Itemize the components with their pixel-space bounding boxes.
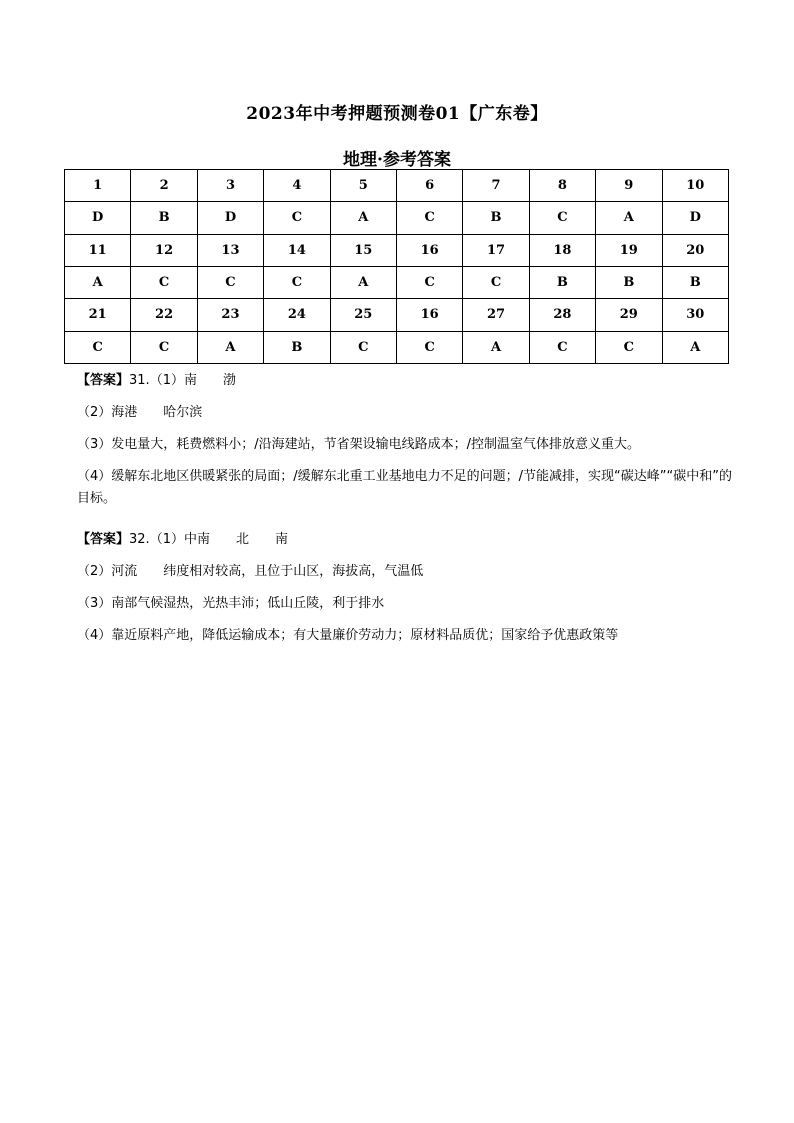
answer-cell: B — [529, 266, 595, 298]
answer-cell: A — [662, 331, 728, 363]
question-number-row — [65, 234, 729, 266]
answer-32-part-4: （4）靠近原料产地，降低运输成本；有大量廉价劳动力；原材料品质优；国家给予优惠政策等 — [77, 628, 619, 643]
answer-31-part-2: （2）海港 哈尔滨 — [77, 405, 203, 420]
question-number-cell: 19 — [596, 234, 662, 266]
answer-cell: A — [330, 202, 396, 234]
question-number-cell: 13 — [197, 234, 263, 266]
question-number-cell: 15 — [330, 234, 396, 266]
answer-cell: A — [596, 202, 662, 234]
answer-cell: C — [463, 266, 529, 298]
question-number-cell: 11 — [65, 234, 131, 266]
question-number-cell: 18 — [529, 234, 595, 266]
answer-31-part-3: （3）发电量大，耗费燃料小；/沿海建站，节省架设输电线路成本；/控制温室气体排放意义重大。 — [77, 437, 641, 452]
answer-cell: B — [131, 202, 197, 234]
answer-31-part-4-text: （4）缓解东北地区供暖紧张的局面；/缓解东北重工业基地电力不足的问题；/节能减排，实现“碳达峰”“碳中和”的目标。 — [77, 469, 732, 506]
question-number-row — [65, 299, 729, 331]
answer-32-part-1: 32.（1）中南 北 南 — [129, 532, 288, 547]
question-number-cell: 1 — [65, 170, 131, 202]
answer-cell: C — [131, 266, 197, 298]
answer-cell: C — [264, 266, 330, 298]
answer-31-line-1 — [77, 370, 737, 392]
question-number-cell: 29 — [596, 299, 662, 331]
answer-cell: C — [396, 266, 462, 298]
question-number-cell: 22 — [131, 299, 197, 331]
answer-tag: 【答案】 — [77, 532, 130, 547]
answer-cell: D — [662, 202, 728, 234]
question-number-cell: 16 — [396, 234, 462, 266]
answer-cell: C — [264, 202, 330, 234]
question-number-cell: 24 — [264, 299, 330, 331]
answer-32-line-1 — [77, 529, 737, 551]
question-number-cell: 28 — [529, 299, 595, 331]
answer-cell: A — [65, 266, 131, 298]
answer-row — [65, 266, 729, 298]
answer-cell: B — [662, 266, 728, 298]
question-number-cell: 16 — [396, 299, 462, 331]
question-number-cell: 7 — [463, 170, 529, 202]
answer-row — [65, 202, 729, 234]
answer-cell: C — [131, 331, 197, 363]
answer-cell: B — [463, 202, 529, 234]
question-number-cell: 6 — [396, 170, 462, 202]
question-number-cell: 14 — [264, 234, 330, 266]
answer-32-part-2: （2）河流 纬度相对较高，且位于山区，海拔高，气温低 — [77, 564, 424, 579]
answer-cell: C — [396, 331, 462, 363]
answer-key-table — [64, 169, 729, 364]
answer-cell: C — [529, 202, 595, 234]
answer-31 — [77, 370, 737, 510]
answer-cell: C — [330, 331, 396, 363]
answer-32-part-3: （3）南部气候湿热，光热丰沛；低山丘陵，利于排水 — [77, 596, 385, 611]
answer-cell: A — [463, 331, 529, 363]
answer-tag: 【答案】 — [77, 373, 130, 388]
answer-cell: C — [396, 202, 462, 234]
question-number-cell: 30 — [662, 299, 728, 331]
question-number-cell: 9 — [596, 170, 662, 202]
question-number-cell: 10 — [662, 170, 728, 202]
answer-cell: C — [529, 331, 595, 363]
question-number-cell: 27 — [463, 299, 529, 331]
answer-cell: B — [596, 266, 662, 298]
question-number-cell: 25 — [330, 299, 396, 331]
question-number-cell: 12 — [131, 234, 197, 266]
question-number-cell: 5 — [330, 170, 396, 202]
document-title: 2023年中考押题预测卷01【广东卷】 — [246, 104, 548, 124]
question-number-cell: 2 — [131, 170, 197, 202]
question-number-cell: 17 — [463, 234, 529, 266]
answer-row — [65, 331, 729, 363]
answer-cell: C — [197, 266, 263, 298]
answer-cell: B — [264, 331, 330, 363]
question-number-cell: 21 — [65, 299, 131, 331]
answer-cell: A — [330, 266, 396, 298]
question-number-cell: 23 — [197, 299, 263, 331]
answer-cell: D — [65, 202, 131, 234]
answer-cell: C — [65, 331, 131, 363]
answer-31-part-1: 31.（1）南 渤 — [129, 373, 236, 388]
question-number-cell: 3 — [197, 170, 263, 202]
question-number-cell: 8 — [529, 170, 595, 202]
answer-32 — [77, 529, 737, 647]
answer-31-part-4 — [77, 466, 737, 510]
question-number-row — [65, 170, 729, 202]
answer-cell: D — [197, 202, 263, 234]
document-subtitle: 地理·参考答案 — [343, 150, 451, 170]
answer-cell: C — [596, 331, 662, 363]
answer-cell: A — [197, 331, 263, 363]
question-number-cell: 20 — [662, 234, 728, 266]
question-number-cell: 4 — [264, 170, 330, 202]
